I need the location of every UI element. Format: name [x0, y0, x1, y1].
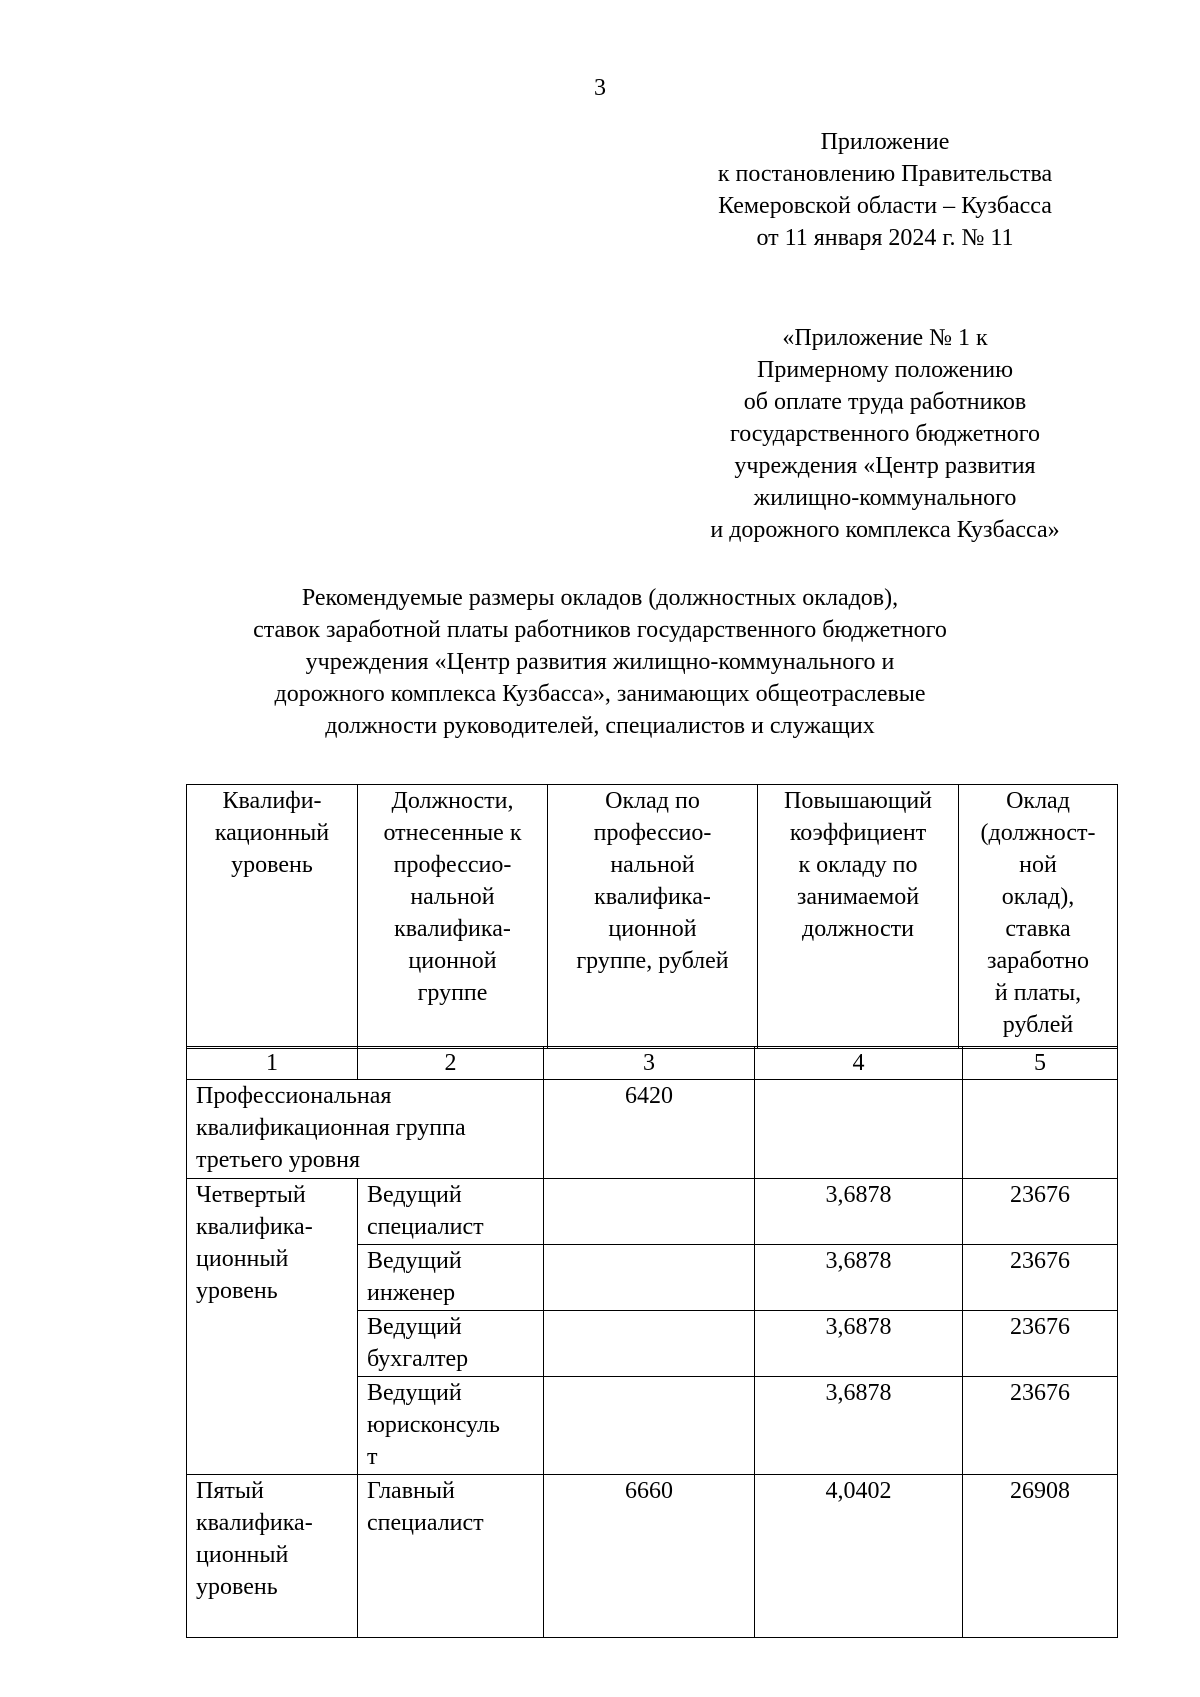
- column-number: 3: [544, 1047, 755, 1080]
- appendix-line: к постановлению Правительства: [717, 161, 1053, 187]
- coefficient: 3,6878: [755, 1245, 963, 1311]
- appendix-1-line: «Приложение № 1 к: [782, 325, 988, 351]
- table-row: [187, 1475, 1118, 1638]
- salary-table-body: [186, 1046, 1118, 1638]
- salary-total: 23676: [963, 1245, 1118, 1311]
- position-name: Ведущий инженер: [358, 1245, 544, 1311]
- salary-table-header: [186, 784, 1118, 1049]
- salary-total: 26908: [963, 1475, 1118, 1638]
- position-name: Главный специалист: [358, 1475, 544, 1638]
- appendix-1-line: государственного бюджетного: [729, 421, 1041, 447]
- group-name: Профессиональная квалификационная группа третьего уровня: [187, 1080, 544, 1179]
- salary-total: 23676: [963, 1179, 1118, 1245]
- coefficient: 3,6878: [755, 1179, 963, 1245]
- coefficient: 4,0402: [755, 1475, 963, 1638]
- salary-total: 23676: [963, 1377, 1118, 1475]
- position-name: Ведущий бухгалтер: [358, 1311, 544, 1377]
- header-salary-rate: Оклад (должност- ной оклад), ставка заработно й платы, рублей: [959, 785, 1118, 1049]
- appendix-1-line: об оплате труда работников: [743, 389, 1027, 415]
- column-number: 4: [755, 1047, 963, 1080]
- heading-line: должности руководителей, специалистов и служащих: [325, 713, 875, 739]
- heading-line: Рекомендуемые размеры окладов (должностных окладов),: [301, 585, 899, 611]
- position-name: Ведущий специалист: [358, 1179, 544, 1245]
- level-4-name: Четвертый квалифика- ционный уровень: [187, 1179, 358, 1475]
- heading-line: учреждения «Центр развития жилищно-коммунального и: [305, 649, 895, 675]
- group-salary: 6660: [544, 1475, 755, 1638]
- heading-line: дорожного комплекса Кузбасса», занимающих общеотраслевые: [274, 681, 926, 707]
- group-row: [187, 1080, 1118, 1179]
- header-positions: Должности, отнесенные к профессио- нальной квалифика- ционной группе: [358, 785, 548, 1049]
- salary-total: 23676: [963, 1311, 1118, 1377]
- page-number: 3: [594, 75, 606, 101]
- header-coefficient: Повышающий коэффициент к окладу по занимаемой должности: [758, 785, 959, 1049]
- appendix-1-block: [665, 322, 1105, 546]
- coefficient: 3,6878: [755, 1311, 963, 1377]
- position-name: Ведущий юрисконсуль т: [358, 1377, 544, 1475]
- column-number: 1: [187, 1047, 358, 1080]
- appendix-1-line: жилищно-коммунального: [753, 485, 1017, 511]
- group-salary: 6420: [544, 1080, 755, 1179]
- appendix-line: Приложение: [820, 129, 950, 155]
- level-5-name: Пятый квалифика- ционный уровень: [187, 1475, 358, 1638]
- column-number: 5: [963, 1047, 1118, 1080]
- table-row: [187, 1179, 1118, 1245]
- column-number-row: [187, 1047, 1118, 1080]
- document-heading: [200, 582, 1000, 742]
- coefficient: 3,6878: [755, 1377, 963, 1475]
- heading-line: ставок заработной платы работников государственного бюджетного: [253, 617, 947, 643]
- appendix-1-line: и дорожного комплекса Кузбасса»: [710, 517, 1060, 543]
- appendix-1-line: учреждения «Центр развития: [734, 453, 1036, 479]
- appendix-block: [665, 126, 1105, 254]
- column-number: 2: [358, 1047, 544, 1080]
- appendix-line: Кемеровской области – Кузбасса: [718, 193, 1052, 219]
- appendix-line: от 11 января 2024 г. № 11: [756, 225, 1014, 251]
- appendix-1-line: Примерному положению: [756, 357, 1014, 383]
- header-group-salary: Оклад по профессио- нальной квалифика- ционной группе, рублей: [548, 785, 758, 1049]
- header-qualification-level: Квалифи- кационный уровень: [187, 785, 358, 1049]
